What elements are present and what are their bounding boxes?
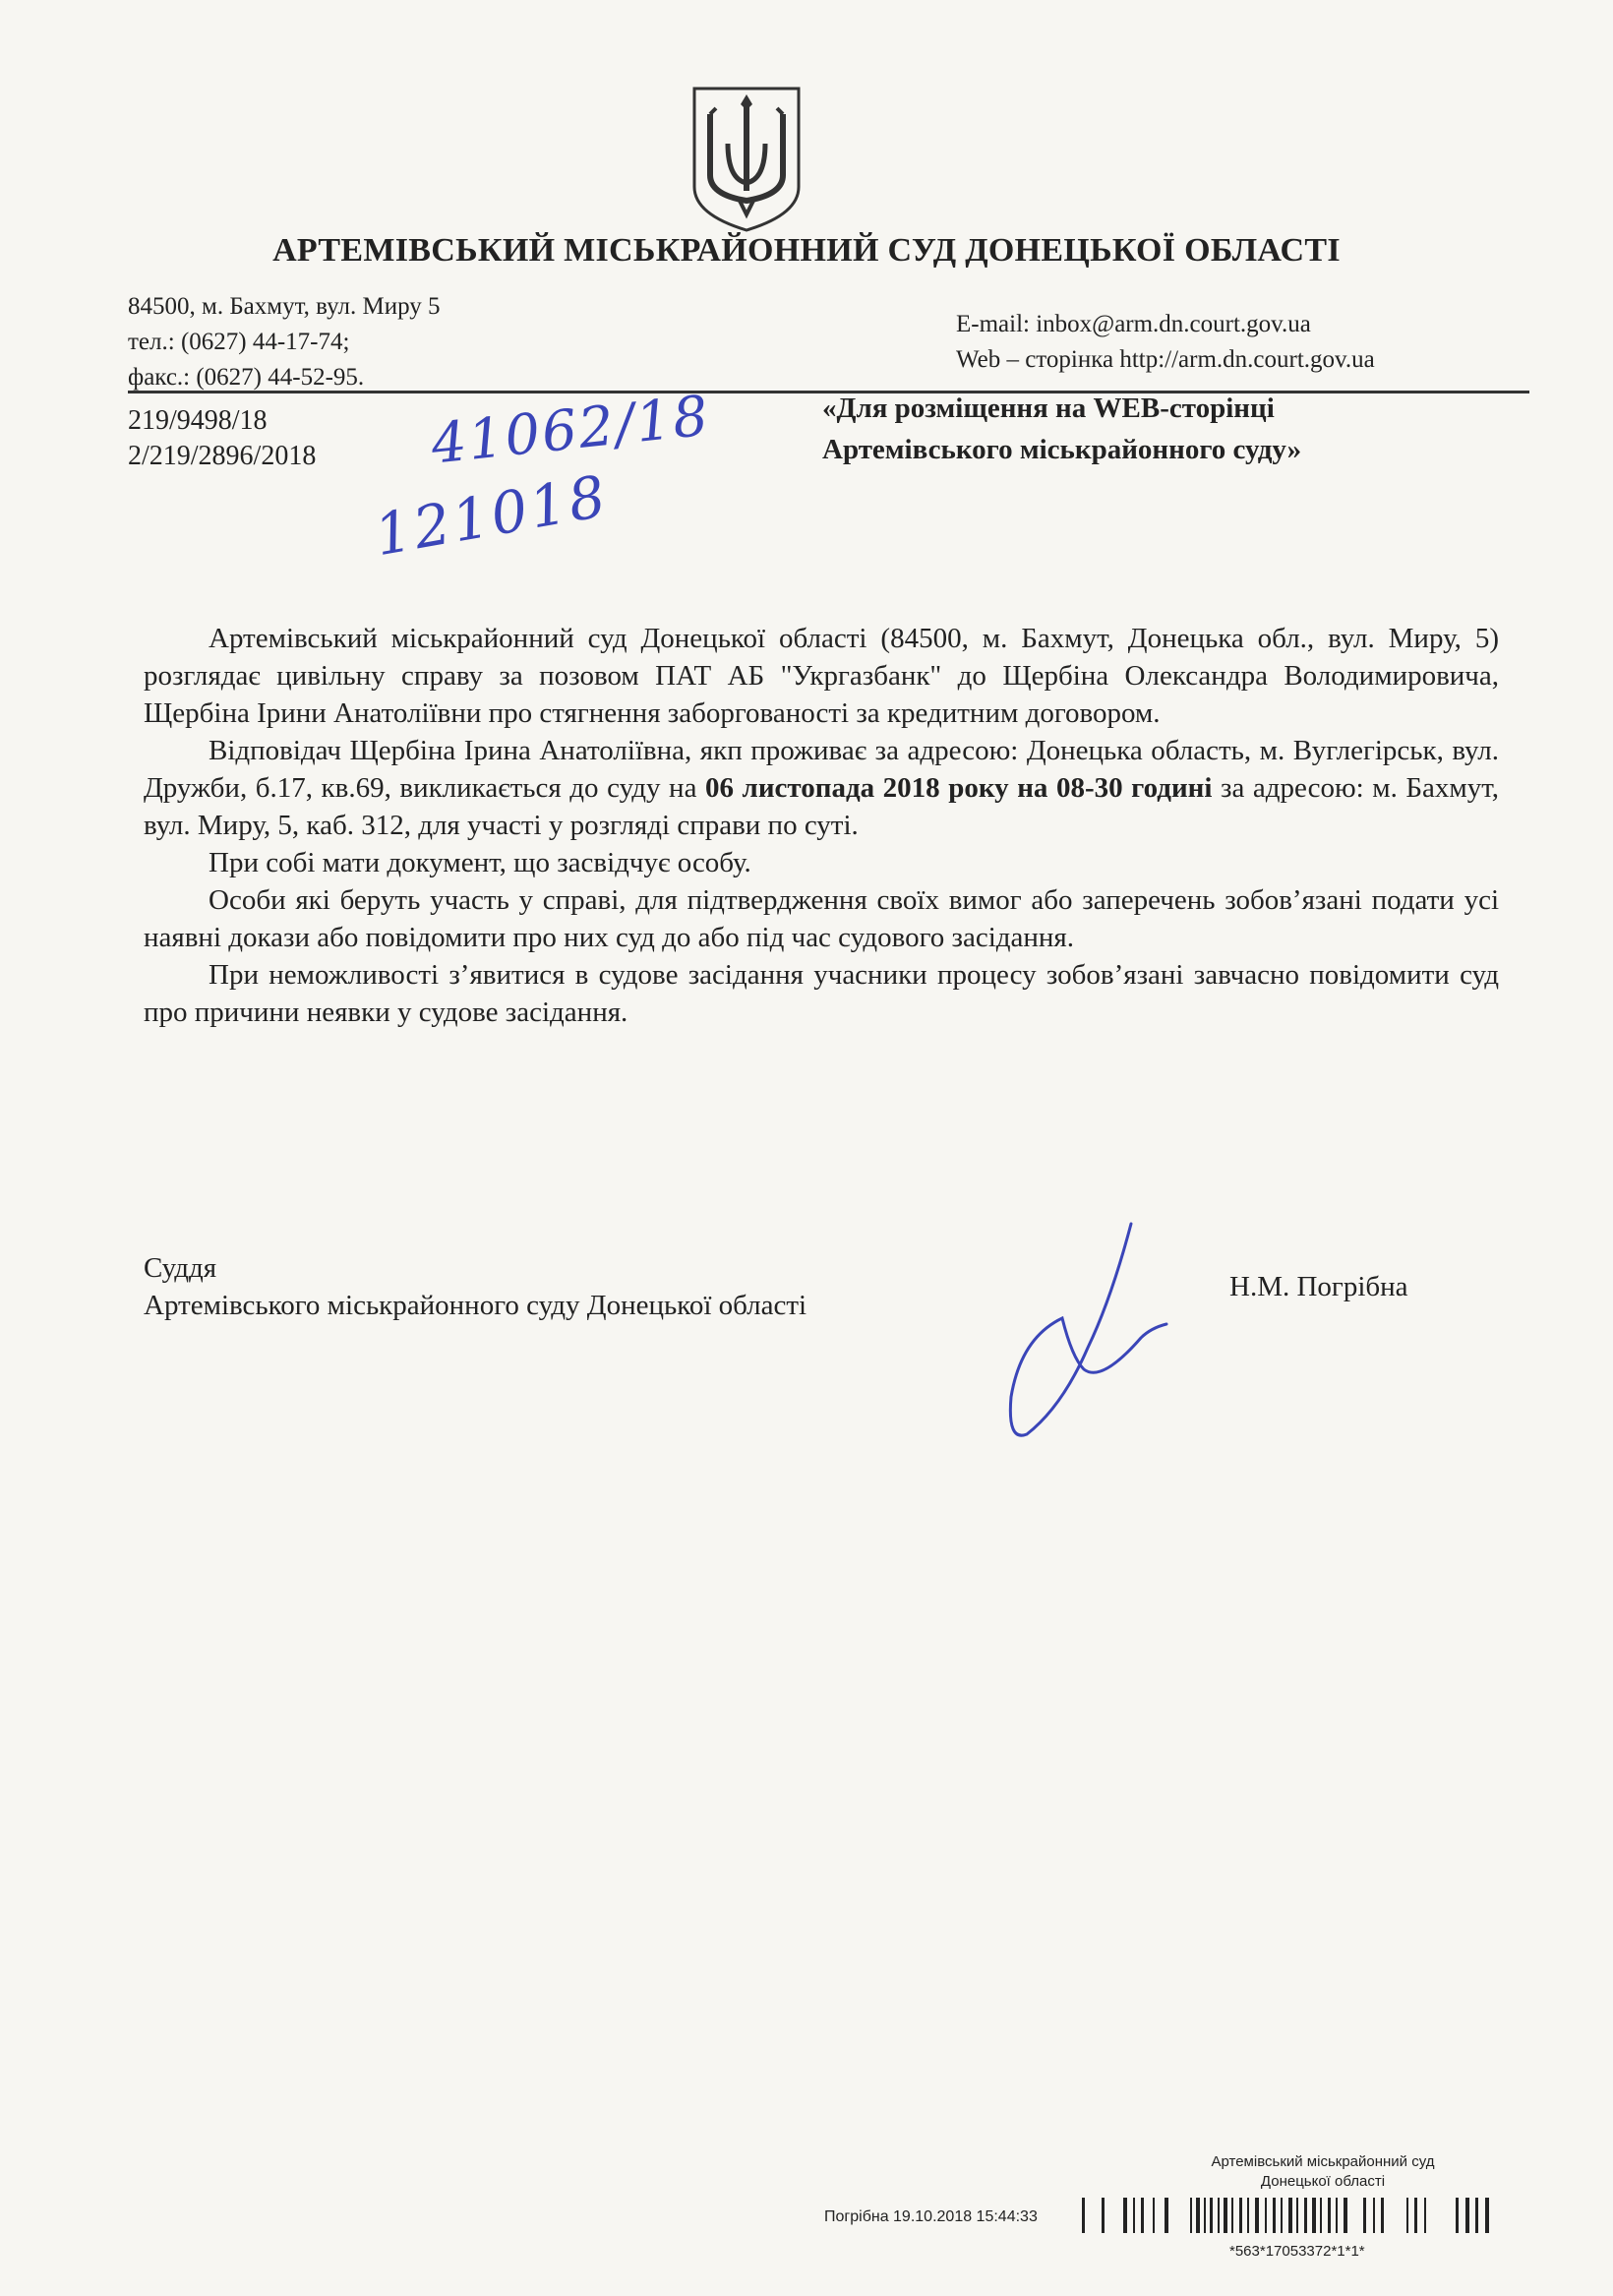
trident-coat-of-arms-icon [688,85,805,234]
case-numbers [128,403,316,474]
court-name-heading: АРТЕМІВСЬКИЙ МІСЬКРАЙОННИЙ СУД ДОНЕЦЬКОЇ ОБЛАСТІ [272,232,1341,269]
paragraph-case-description: Артемівський міськрайонний суд Донецької області (84500, м. Бахмут, Донецька обл., вул. Миру, 5) розглядає цивільну справу за позовом ПАТ АБ "Укргазбанк" до Щербіна Олександра Володимировича, Щербіна Ірини Анатоліївни про стягнення заборгованості за кредитним договором. [144,623,1499,729]
registration-stamp-date: Погрібна 19.10.2018 15:44:33 [824,2208,1038,2225]
case-number-2: 2/219/2896/2018 [128,441,317,471]
judge-position: Суддя [144,1252,217,1284]
web-publication-note [822,388,1301,470]
stamp-court-line-1: Артемівський міськрайонний суд [1211,2153,1435,2170]
court-phone: тел.: (0627) 44-17-74; [128,329,350,355]
court-website: Web – сторінка http://arm.dn.court.gov.ua [956,346,1375,373]
summons-text-end: за адресою: м. Бахмут, вул. Миру, 5, каб. 312, для участі у розгляді справи по суті. [144,772,1499,841]
barcode-icon [1082,2194,1554,2237]
web-note-line-1: «Для розміщення на WEB-сторінці [822,393,1275,424]
judge-court: Артемівського міськрайонного суду Донецької області [144,1290,807,1321]
court-email: E-mail: inbox@arm.dn.court.gov.ua [956,311,1311,337]
web-note-line-2: Артемівського міськрайонного суду» [822,434,1302,465]
court-contacts-right [956,307,1375,378]
case-number-1: 219/9498/18 [128,405,268,436]
paragraph-id-document: При собі мати документ, що засвідчує особу. [209,847,751,878]
hearing-date-time: 06 листопада 2018 року на 08-30 годині [705,772,1213,804]
summons-text-start: Відповідач Щербіна Ірина Анатоліївна, якп проживає за адресою: Донецька область, м. Вуглегірськ, вул. Дружби, б.17, кв.69, викликається до суду на [144,735,1499,804]
judge-title [144,1249,806,1324]
barcode-number: *563*17053372*1*1* [1229,2243,1365,2260]
stamp-court-line-2: Донецької області [1260,2173,1386,2190]
handwritten-signature [993,1220,1190,1446]
judge-name: Н.М. Погрібна [1229,1271,1408,1302]
handwritten-date: 121018 [369,461,614,570]
paragraph-summons [144,732,1499,844]
court-address: 84500, м. Бахмут, вул. Миру 5 [128,293,441,320]
court-contacts-left [128,289,441,395]
paragraph-absence-notice: При неможливості з’явитися в судове засідання учасники процесу зобов’язані завчасно повідомити суд про причини неявки у судове засідання. [144,959,1499,1028]
paragraph-evidence: Особи які беруть участь у справі, для підтвердження своїх вимог або заперечень зобов’язані подати усі наявні докази або повідомити про них суд до або під час судового засідання. [144,884,1499,953]
court-fax: факс.: (0627) 44-52-95. [128,364,365,391]
registration-stamp-court [1161,2152,1485,2192]
notice-body [144,620,1499,1031]
handwritten-registration-number: 41062/18 [428,384,713,477]
